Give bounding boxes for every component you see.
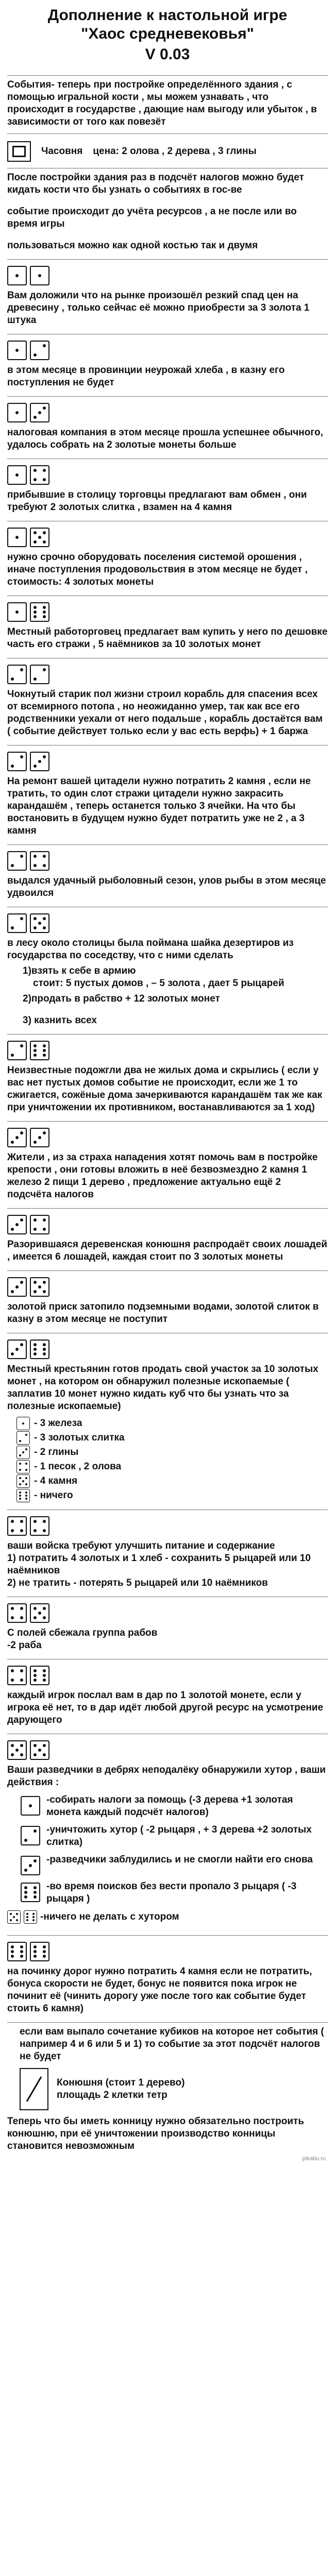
die-face-4-icon (7, 1516, 27, 1536)
event-text: С полей сбежала группа рабов (7, 1628, 158, 1638)
title-line-2: "Хаос средневековья" (81, 25, 254, 42)
mineral-row (16, 1475, 328, 1488)
events-list (7, 259, 328, 2017)
mineral-row (16, 1489, 328, 1502)
die-face-4-icon (30, 851, 49, 871)
hutor-none-text: -ничего не делать с хутором (40, 1911, 179, 1922)
hutor-option (21, 1854, 328, 1875)
hutor-option-text: -во время поисков без вести пропало 3 рыцаря ( -3 рыцаря ) (46, 1881, 297, 1904)
die-face-1-icon (7, 341, 27, 360)
event-text: Разорившаяся деревенская конюшня распродаёт своих лошадей , имеется 6 лошадей, каждая стоит по 3 золотых монеты (7, 1239, 327, 1262)
event-dice (7, 1128, 328, 1147)
footer (7, 2023, 328, 2155)
event-3 (7, 397, 328, 453)
event-19 (7, 1734, 328, 1930)
deserter-option: 3) казнить всех (23, 1015, 97, 1026)
die-face-3-icon (7, 1215, 27, 1234)
die-face-3-icon (7, 1277, 27, 1297)
event-text: в лесу около столицы была поймана шайка дезертиров из государства по соседству, что с ними сделать (7, 938, 294, 961)
hutor-option (21, 1824, 328, 1849)
hutor-option-text: -разведчики заблудились и не смогли найти его снова (46, 1854, 313, 1865)
rule-2: событие происходит до учёта ресурсов , а не после или во время игры (7, 206, 297, 229)
event-16 (7, 1510, 328, 1591)
event-dice (7, 913, 328, 933)
hutor-option (21, 1880, 328, 1905)
stable-area: площадь 2 клетки тетр (57, 2090, 167, 2100)
mineral-label: - 1 песок , 2 олова (34, 1461, 122, 1472)
die-face-1-icon (7, 403, 27, 422)
event-13 (7, 1209, 328, 1265)
stable-icon (20, 2068, 48, 2110)
hutor-option-text: -уничтожить хутор ( -2 рыцаря , + 3 дерева +2 золотых слитка) (46, 1824, 312, 1848)
mineral-row (16, 1417, 328, 1430)
die-face-5-icon (16, 1475, 30, 1488)
die-face-2-icon (7, 913, 27, 933)
die-face-5-icon (30, 1603, 49, 1623)
event-text: ваши войска требуют улучшить питание и содержание (7, 1540, 275, 1551)
die-face-2-icon (7, 1041, 27, 1060)
watermark: pikabu.ru (302, 2156, 326, 2162)
die-face-2-icon (7, 752, 27, 771)
event-dice (7, 851, 328, 871)
army-option: 2) не тратить - потерять 5 рыцарей или 10 наёмников (7, 1578, 268, 1588)
die-face-2-icon (30, 665, 49, 684)
die-face-2-icon (30, 341, 49, 360)
event-text: каждый игрок послал вам в дар по 1 золотой монете, если у игрока её нет, то в дар идёт любой другой ресурс на усмотрение дарующего (7, 1690, 324, 1725)
die-face-1-icon (30, 266, 49, 285)
event-20 (7, 1936, 328, 2017)
die-face-3-icon (30, 403, 49, 422)
die-face-1-icon (7, 528, 27, 547)
event-5 (7, 521, 328, 590)
rule-3: пользоваться можно как одной костью так и двумя (7, 240, 258, 251)
event-15 (7, 1333, 328, 1504)
event-text: Местный крестьянин готов продать свой участок за 10 золотых монет , на котором он обнаружил полезные ископаемые ( заплатив 10 монет нужно кидать куб что бы узнать что за полезные ископаемые) (7, 1364, 319, 1412)
event-dice (7, 1603, 328, 1623)
event-8 (7, 745, 328, 839)
event-dice (7, 1340, 328, 1359)
mineral-label: - 4 камня (34, 1476, 78, 1486)
die-face-5-icon (30, 913, 49, 933)
chapel-icon (7, 141, 31, 162)
die-face-3-icon (7, 1128, 27, 1147)
stable-name: Конюшня (стоит 1 дерево) (57, 2077, 185, 2088)
die-face-6-icon (24, 1910, 37, 1924)
event-dice (7, 1666, 328, 1685)
die-face-5-icon (30, 528, 49, 547)
die-face-6-icon (30, 1340, 49, 1359)
event-7 (7, 658, 328, 740)
deserter-option: 2)продать в рабство + 12 золотых монет (23, 993, 220, 1004)
event-dice (7, 752, 328, 771)
event-text: прибывшие в столицу торговцы предлагают вам обмен , они требуют 2 золотых слитка , взамен на 4 камня (7, 489, 307, 513)
event-text: золотой приск затопило подземными водами, золотой слиток в казну в этом месяце не поступит (7, 1301, 319, 1325)
die-face-6-icon (21, 1883, 40, 1902)
event-11 (7, 1035, 328, 1116)
die-face-4-icon (30, 1516, 49, 1536)
event-dice (7, 665, 328, 684)
hutor-option-text: -собирать налоги за помощь (-3 дерева +1 золотая монета каждый подсчёт налогов) (46, 1794, 293, 1818)
die-face-6-icon (30, 1666, 49, 1685)
deserter-options (23, 965, 328, 1027)
die-face-4-icon (7, 1666, 27, 1685)
event-6 (7, 596, 328, 653)
intro-text: События- теперь при постройке определённого здания , с помощью игральной кости , мы можем узнавать , что происходит в государстве , дающие нам выгоду или убыток , в зависимости от того как повезёт (7, 75, 328, 128)
die-face-6-icon (16, 1489, 30, 1502)
chapel-name: Часовня (41, 146, 83, 157)
mineral-label: - ничего (34, 1490, 73, 1501)
die-face-2-icon (7, 851, 27, 871)
mineral-row (16, 1446, 328, 1459)
event-18 (7, 1659, 328, 1728)
die-face-6-icon (30, 602, 49, 622)
event-2 (7, 334, 328, 391)
event-text: Ваши разведчики в дебрях неподалёку обнаружили хутор , ваши действия : (7, 1765, 326, 1788)
mineral-label: - 2 глины (34, 1447, 79, 1458)
die-face-6-icon (30, 1041, 49, 1060)
die-face-1-icon (21, 1796, 40, 1816)
event-dice (7, 1041, 328, 1060)
die-face-1-icon (7, 602, 27, 622)
mineral-row (16, 1431, 328, 1445)
die-face-3-icon (30, 1128, 49, 1147)
event-10 (7, 907, 328, 1029)
mineral-label: - 3 железа (34, 1418, 82, 1429)
event-dice (7, 1942, 328, 1961)
title-line-1: Дополнение к настольной игре (47, 7, 288, 24)
version-label: V 0.03 (145, 46, 190, 63)
die-face-2-icon (21, 1826, 40, 1845)
die-face-1-icon (7, 465, 27, 485)
event-text: Неизвестные подожгли два не жилых дома и скрылись ( если у вас нет пустых домов событие не происходит, если же 1 то сжигается, сожёные дома зачеркиваются карандашём так же как при уничтожении их противником, востанавливаются за 1 ход) (7, 1065, 323, 1113)
event-4 (7, 459, 328, 516)
event-dice (7, 403, 328, 422)
die-face-5-icon (7, 1740, 27, 1760)
die-face-3-icon (30, 752, 49, 771)
event-text: выдался удачный рыболовный сезон, улов рыбы в этом месяце удвоился (7, 875, 326, 899)
chapel-cost: цена: 2 олова , 2 дерева , 3 глины (93, 146, 257, 157)
event-dice (7, 528, 328, 547)
slaves-loss: -2 раба (7, 1640, 42, 1651)
event-1 (7, 260, 328, 329)
event-dice (7, 465, 328, 485)
hutor-option (21, 1794, 328, 1819)
die-face-5-icon (7, 1910, 21, 1924)
die-face-1-icon (7, 266, 27, 285)
event-text: На ремонт вашей цитадели нужно потратить 2 камня , если не тратить, то один слот стражи цитадели нужно закрасить карандашём , теперь останется только 3 ячейки. На что бы востановить в будущем нужно будет потратить уже не 2 , а 3 камня (7, 776, 311, 836)
event-dice (7, 341, 328, 360)
die-face-3-icon (21, 1856, 40, 1875)
minerals-legend (7, 1417, 328, 1502)
event-dice (7, 602, 328, 622)
event-text: Жители , из за страха нападения хотят помочь вам в постройке крепости , они готовы вложить в неё безвозмездно 2 камня 1 железо 2 пищи 1 дерево , предложение актуально ещё 2 подсчёта налогов (7, 1152, 318, 1200)
die-face-5-icon (30, 1277, 49, 1297)
chapel-card (7, 141, 328, 162)
event-dice (7, 266, 328, 285)
header (7, 6, 328, 65)
event-text: нужно срочно оборудовать поселения системой орошения , иначе поступления продовольствия в этом месяце не будет , стоимость: 4 золотых монеты (7, 552, 308, 587)
event-text: на починку дорог нужно потратить 4 камня если не потратить, бонуса скорости не будет, бонус не появится пока игрок не починит её (чинить дорогу уже после того как событие будет стоить 6 камня) (7, 1966, 312, 2014)
event-17 (7, 1597, 328, 1654)
stable-rule: Теперь что бы иметь конницу нужно обязательно построить конюшню, при её уничтожении производство конницы становится невозможным (7, 2116, 304, 2151)
deserter-option: стоит: 5 пустых домов , – 5 золота , дает 5 рыцарей (33, 978, 284, 989)
event-text: Чокнутый старик пол жизни строил корабль для спасения всех от всемирного потопа , но неожиданно умер, так как все его родственники уехали от него подальше , корабль достаётся вам ( событие действует только если у вас есть верфь) + 1 баржа (7, 689, 323, 737)
event-dice (7, 1215, 328, 1234)
mineral-row (16, 1460, 328, 1473)
die-face-3-icon (16, 1446, 30, 1459)
die-face-4-icon (7, 1603, 27, 1623)
rule-1: После постройки здания раз в подсчёт налогов можно будет кидать кости что бы узнать о событиях в гос-ве (7, 172, 304, 195)
die-face-4-icon (16, 1460, 30, 1473)
event-9 (7, 845, 328, 902)
die-face-4-icon (30, 1215, 49, 1234)
combo-rule: если вам выпало сочетание кубиков на которое нет события ( например 4 и 6 или 5 и 1) то событие за этот подсчёт налогов не будет (20, 2026, 324, 2062)
mineral-label: - 3 золотых слитка (34, 1432, 125, 1443)
die-face-6-icon (30, 1942, 49, 1961)
event-14 (7, 1271, 328, 1328)
rules (7, 168, 328, 254)
die-face-3-icon (7, 1340, 27, 1359)
event-text: в этом месяце в провинции неурожай хлеба , в казну его поступления не будет (7, 365, 285, 388)
die-face-4-icon (30, 465, 49, 485)
die-face-6-icon (7, 1942, 27, 1961)
event-dice (7, 1740, 328, 1760)
army-option: 1) потратить 4 золотых и 1 хлеб - сохранить 5 рыцарей или 10 наёмников (7, 1553, 311, 1576)
event-text: налоговая компания в этом месяце прошла успешнее обычного, удалось собрать на 2 золотые монеты больше (7, 427, 323, 450)
hutor-none-row (7, 1910, 328, 1924)
event-text: Местный работорговец предлагает вам купить у него по дешовке часть его стражи , 5 наёмников за 10 золотых монет (7, 626, 328, 650)
die-face-2-icon (7, 665, 27, 684)
event-12 (7, 1122, 328, 1203)
event-dice (7, 1277, 328, 1297)
die-face-2-icon (16, 1431, 30, 1445)
event-text: Вам доложили что на рынке произошёл резкий спад цен на древесину , только сейчас её можно приобрести за 3 золота 1 штука (7, 290, 310, 326)
deserter-option: 1)взять к себе в армию (23, 965, 136, 976)
stable-card (20, 2068, 328, 2110)
event-dice (7, 1516, 328, 1536)
die-face-5-icon (30, 1740, 49, 1760)
die-face-1-icon (16, 1417, 30, 1430)
